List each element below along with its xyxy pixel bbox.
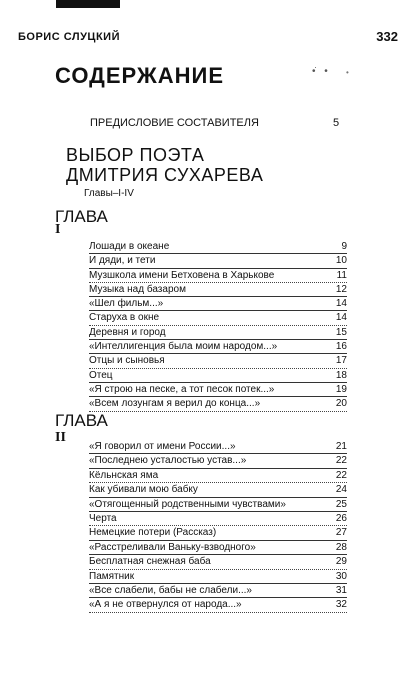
section-title-line1: ВЫБОР ПОЭТА bbox=[66, 145, 205, 165]
toc-entry-page: 21 bbox=[335, 441, 347, 452]
toc-entry-title: «Расстреливали Ваньку-взводного» bbox=[89, 541, 256, 553]
toc-entry bbox=[89, 254, 347, 268]
section-title-line2: ДМИТРИЯ СУХАРЕВА bbox=[66, 165, 264, 185]
page-title: СОДЕРЖАНИЕ bbox=[55, 63, 225, 88]
chapter-1-toc bbox=[89, 240, 347, 412]
toc-entry-title: Музыка над базаром bbox=[89, 283, 186, 295]
preface-page: 5 bbox=[333, 117, 340, 129]
toc-entry-page: 17 bbox=[335, 355, 347, 367]
toc-entry-title: Черта bbox=[89, 512, 117, 524]
toc-entry-page: 22 bbox=[335, 455, 347, 467]
toc-entry-title: Памятник bbox=[89, 570, 135, 582]
toc-entry-rule bbox=[89, 612, 347, 613]
toc-entry-title: «Я говорил от имени России...» bbox=[89, 441, 236, 452]
toc-entry-title: «Отягощенный родственными чувствами» bbox=[89, 498, 286, 510]
running-head-author: БОРИС СЛУЦКИЙ bbox=[18, 31, 120, 43]
toc-entry-page: 14 bbox=[335, 312, 347, 324]
toc-entry-title: «Я строю на песке, а тот песок потек...» bbox=[89, 383, 275, 395]
toc-entry bbox=[89, 555, 347, 569]
toc-entry-page: 20 bbox=[335, 398, 347, 410]
chapter-2-roman: II bbox=[55, 430, 66, 445]
toc-entry-title: Отцы и сыновья bbox=[89, 355, 165, 367]
toc-entry bbox=[89, 454, 347, 468]
toc-entry-page: 24 bbox=[335, 484, 347, 496]
toc-entry bbox=[89, 383, 347, 397]
preface-label: ПРЕДИСЛОВИЕ СОСТАВИТЕЛЯ bbox=[90, 117, 259, 129]
toc-entry-title: Бесплатная снежная баба bbox=[89, 556, 211, 568]
chapter-2-label: ГЛАВА bbox=[55, 411, 108, 430]
toc-entry bbox=[89, 240, 347, 254]
toc-entry-page: 14 bbox=[335, 298, 347, 310]
top-edge-mark bbox=[56, 0, 120, 8]
toc-entry-title: Отец bbox=[89, 369, 113, 381]
toc-entry bbox=[89, 340, 347, 354]
toc-entry-page: 18 bbox=[335, 369, 347, 381]
toc-entry bbox=[89, 297, 347, 311]
toc-entry bbox=[89, 326, 347, 340]
toc-entry-page: 11 bbox=[336, 269, 347, 281]
toc-entry-title: И дяди, и тети bbox=[89, 255, 156, 267]
chapter-1-label: ГЛАВА bbox=[55, 207, 108, 226]
toc-entry bbox=[89, 269, 347, 283]
toc-entry-page: 32 bbox=[335, 599, 347, 611]
top-edge bbox=[0, 0, 416, 14]
toc-entry-title: Немецкие потери (Рассказ) bbox=[89, 527, 217, 539]
toc-entry bbox=[89, 283, 347, 297]
toc-entry-page: 19 bbox=[335, 383, 347, 395]
print-specks: •̇ • bbox=[312, 66, 331, 77]
toc-entry bbox=[89, 397, 347, 411]
toc-entry bbox=[89, 498, 347, 512]
toc-entry bbox=[89, 483, 347, 497]
toc-entry-title: «Всем лозунгам я верил до конца...» bbox=[89, 398, 261, 410]
toc-entry-title: Музшкола имени Бетховена в Харькове bbox=[89, 269, 275, 281]
page-number: 332 bbox=[376, 29, 398, 44]
toc-entry-page: 10 bbox=[335, 255, 347, 267]
toc-entry bbox=[89, 541, 347, 555]
toc-entry-page: 27 bbox=[335, 527, 347, 539]
section-note: Главы–I-IV bbox=[84, 188, 134, 199]
toc-entry bbox=[89, 311, 347, 325]
chapter-2-toc bbox=[89, 440, 347, 613]
toc-entry bbox=[89, 570, 347, 584]
toc-entry-page: 16 bbox=[335, 341, 347, 353]
toc-entry-page: 22 bbox=[335, 469, 347, 481]
toc-entry-page: 31 bbox=[335, 584, 347, 596]
toc-entry bbox=[89, 354, 347, 368]
toc-entry-title: Как убивали мою бабку bbox=[89, 484, 198, 496]
toc-entry-title: «Последнею усталостью устав...» bbox=[89, 455, 247, 467]
toc-entry bbox=[89, 598, 347, 612]
chapter-1-roman: I bbox=[55, 222, 61, 237]
toc-entry-title: Старуха в окне bbox=[89, 312, 160, 324]
toc-entry-page: 29 bbox=[335, 556, 347, 568]
toc-entry-page: 30 bbox=[335, 570, 347, 582]
toc-entry-title: «А я не отвернулся от народа...» bbox=[89, 599, 242, 611]
toc-entry-page: 15 bbox=[335, 326, 347, 338]
toc-entry-title: «Шел фильм...» bbox=[89, 298, 164, 310]
toc-entry-title: Лошади в океане bbox=[89, 241, 170, 252]
toc-entry bbox=[89, 369, 347, 383]
toc-entry-page: 12 bbox=[335, 283, 347, 295]
toc-entry-title: «Интеллигенция была моим народом...» bbox=[89, 341, 278, 353]
toc-entry-title: «Все слабели, бабы не слабели...» bbox=[89, 584, 252, 596]
toc-entry-title: Деревня и город bbox=[89, 326, 166, 338]
toc-entry bbox=[89, 469, 347, 483]
toc-entry-rule bbox=[89, 411, 347, 412]
toc-entry-title: Кёльнская яма bbox=[89, 469, 159, 481]
toc-entry bbox=[89, 584, 347, 598]
toc-entry bbox=[89, 526, 347, 540]
toc-entry bbox=[89, 512, 347, 526]
toc-entry-page: 28 bbox=[335, 541, 347, 553]
toc-entry-page: 25 bbox=[335, 498, 347, 510]
toc-entry-page: 26 bbox=[335, 512, 347, 524]
print-specks-2: • bbox=[346, 68, 349, 77]
toc-entry bbox=[89, 440, 347, 454]
toc-entry-page: 9 bbox=[341, 241, 347, 252]
